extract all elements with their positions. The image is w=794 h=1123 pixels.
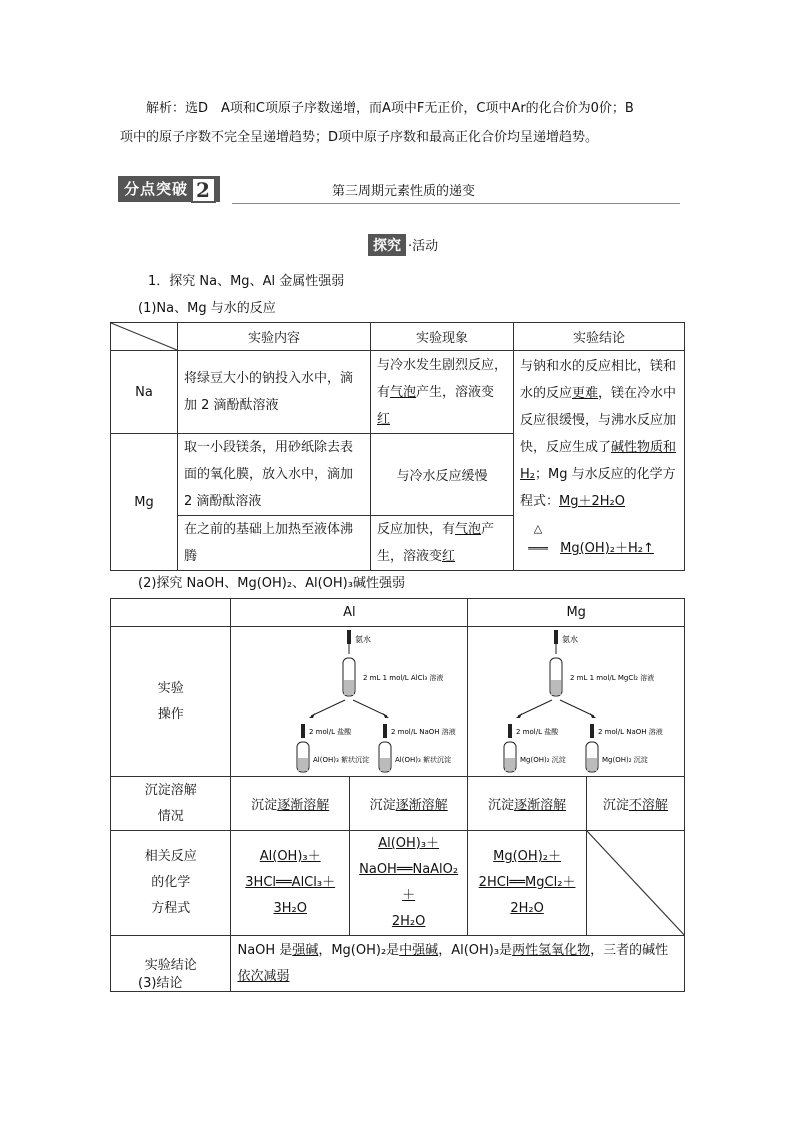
al-experiment-diagram — [231, 627, 468, 777]
heat-arrow-icon: △ ═══ — [528, 522, 548, 555]
equation-al-hcl: Al(OH)₃＋ 3HCl══AlCl₃＋ 3H₂O — [231, 831, 349, 936]
dissolve-mg-hcl: 沉淀逐渐溶解 — [468, 777, 586, 831]
dissolve-al-naoh: 沉淀逐渐溶解 — [349, 777, 467, 831]
analysis-paragraph — [120, 94, 686, 152]
mg-right-reagent: 2 mol/L NaOH 溶液 — [598, 727, 663, 736]
table2-header-mg: Mg — [468, 599, 685, 627]
table1-na-label: Na — [111, 351, 178, 434]
mg-right-product: Mg(OH)₂ 沉淀 — [602, 755, 648, 764]
table1-mg-phenomenon-2: 反应加快，有气泡产生，溶液变红 — [371, 516, 514, 571]
na-mg-water-table — [110, 322, 685, 571]
al-reagent-label: 氨水 — [355, 634, 372, 644]
table2-row-conclusion: 实验结论 — [111, 936, 231, 992]
heading-1a: (1)Na、Mg 与水的反应 — [138, 301, 276, 316]
table1-corner — [111, 323, 178, 351]
table2-row-operation: 实验 操作 — [111, 627, 231, 777]
al-solution-label: 2 mL 1 mol/L AlCl₃ 溶液 — [363, 673, 444, 682]
heading-1: 1．探究 Na、Mg、Al 金属性强弱 — [148, 274, 345, 289]
al-left-reagent: 2 mol/L 盐酸 — [309, 727, 352, 736]
al-right-reagent: 2 mol/L NaOH 溶液 — [391, 727, 457, 736]
dissolve-al-hcl: 沉淀逐渐溶解 — [231, 777, 349, 831]
table1-mg-content-2: 在之前的基础上加热至液体沸腾 — [178, 516, 371, 571]
table2-row-equation: 相关反应 的化学 方程式 — [111, 831, 231, 936]
heading-1b: (2)探究 NaOH、Mg(OH)₂、Al(OH)₃碱性强弱 — [138, 576, 405, 591]
table2-row-dissolve: 沉淀溶解 情况 — [111, 777, 231, 831]
analysis-line-2: 项中的原子序数不完全呈递增趋势；D项中原子序数和最高正化合价均呈递增趋势。 — [120, 130, 599, 145]
equation-mg-naoh-empty — [586, 831, 684, 936]
al-right-product: Al(OH)₃ 絮状沉淀 — [395, 755, 452, 764]
table1-conclusion: 与钠和水的反应相比，镁和水的反应更难，镁在冷水中反应很缓慢，与沸水反应加快，反应生成了碱性物质和 H₂；Mg 与水反应的化学方程式：Mg＋2H₂O △ ═══ Mg(OH)₂＋H₂↑ — [514, 351, 685, 571]
equation-right: Mg(OH)₂＋H₂↑ — [560, 541, 654, 556]
table1-header-conclusion: 实验结论 — [514, 323, 685, 351]
table1-mg-label: Mg — [111, 434, 178, 571]
analysis-line-1: 解析：选D A项和C项原子序数递增，而A项中F无正价，C项中Ar的化合价为0价；B — [146, 101, 634, 116]
mg-solution-label: 2 mL 1 mol/L MgCl₂ 溶液 — [570, 673, 655, 682]
table1-mg-phenomenon-1: 与冷水反应缓慢 — [371, 434, 514, 516]
equation-line — [520, 519, 678, 559]
table1-na-phenomenon: 与冷水发生剧烈反应，有气泡产生，溶液变红 — [371, 351, 514, 434]
section-number: 2 — [191, 177, 216, 203]
hydroxide-basicity-table — [110, 598, 685, 992]
table1-header-content: 实验内容 — [178, 323, 371, 351]
al-left-product: Al(OH)₃ 絮状沉淀 — [313, 755, 370, 764]
basicity-conclusion: NaOH 是强碱，Mg(OH)₂是中强碱，Al(OH)₃是两性氢氧化物，三者的碱性依次减弱 — [231, 936, 685, 992]
equation-al-naoh: Al(OH)₃＋ NaOH══NaAlO₂＋ 2H₂O — [349, 831, 467, 936]
section-title: 第三周期元素性质的递变 — [332, 184, 476, 199]
explore-tag: 探究 — [368, 234, 406, 256]
table2-header-al: Al — [231, 599, 468, 627]
mg-reagent-label: 氨水 — [562, 634, 579, 644]
section-badge: 分点突破 2 — [118, 176, 220, 202]
equation-left: Mg＋2H₂O — [559, 494, 625, 509]
mg-left-product: Mg(OH)₂ 沉淀 — [520, 755, 566, 764]
table1-header-phenomenon: 实验现象 — [371, 323, 514, 351]
explore-text: ·活动 — [408, 239, 439, 254]
section-header — [118, 172, 680, 204]
table1-mg-content-1: 取一小段镁条，用砂纸除去表面的氧化膜，放入水中，滴加 2 滴酚酞溶液 — [178, 434, 371, 516]
mg-left-reagent: 2 mol/L 盐酸 — [516, 727, 559, 736]
dissolve-mg-naoh: 沉淀不溶解 — [586, 777, 684, 831]
explore-activity-label — [368, 234, 438, 256]
section-divider — [232, 203, 680, 204]
table1-na-content: 将绿豆大小的钠投入水中，滴加 2 滴酚酞溶液 — [178, 351, 371, 434]
mg-experiment-diagram — [468, 627, 685, 777]
heading-1c: (3)结论 — [138, 976, 183, 991]
table2-corner — [111, 599, 231, 627]
equation-mg-hcl: Mg(OH)₂＋ 2HCl══MgCl₂＋ 2H₂O — [468, 831, 586, 936]
